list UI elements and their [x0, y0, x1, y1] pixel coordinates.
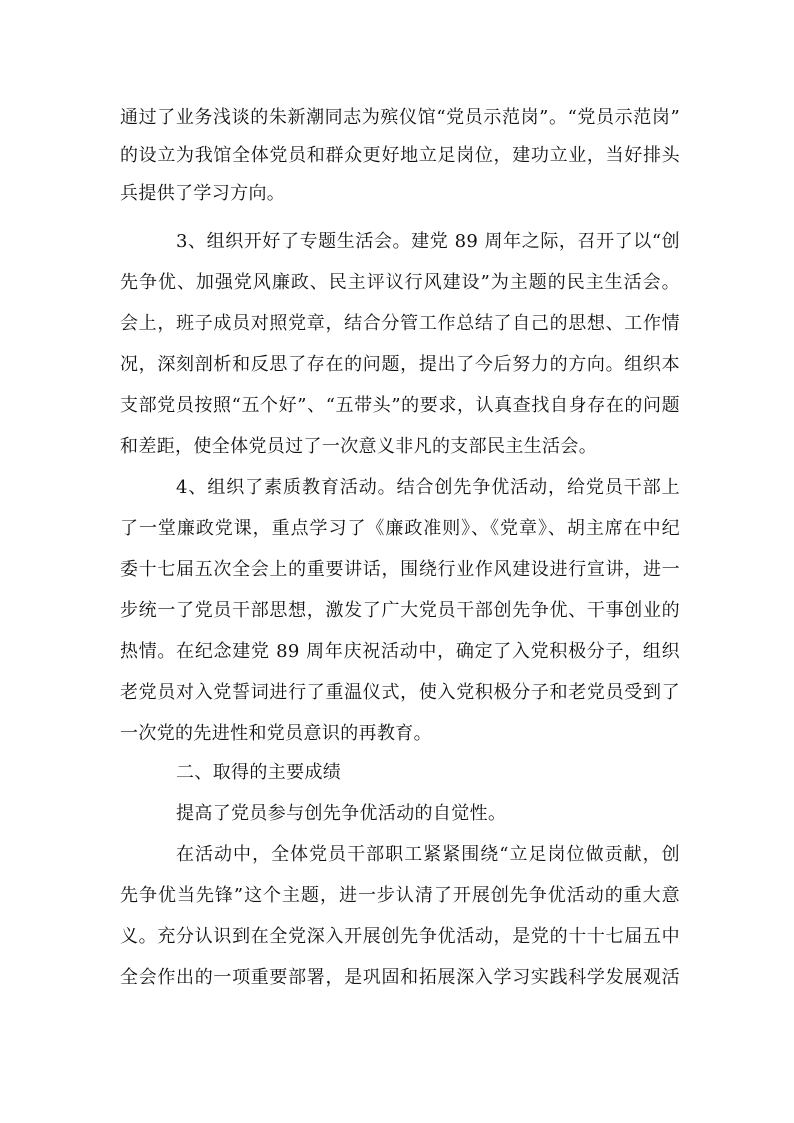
text-line: 先争优、加强党风廉政、民主评议行风建设”为主题的民主生活会。	[120, 272, 680, 293]
text-line: 和差距，使全体党员过了一次意义非凡的支部民主生活会。	[120, 436, 598, 457]
text-line: 支部党员按照“五个好”、“五带头”的要求，认真查找自身存在的问题	[120, 395, 680, 416]
text-line: 会上，班子成员对照党章，结合分管工作总结了自己的思想、工作情	[120, 313, 680, 334]
text-line: 3、组织开好了专题生活会。建党 89 周年之际，召开了以“创	[176, 231, 680, 252]
text-line: 提高了党员参与创先争优活动的自觉性。	[176, 803, 507, 824]
text-line: 先争优当先锋”这个主题，进一步认清了开展创先争优活动的重大意	[120, 885, 680, 906]
text-line: 兵提供了学习方向。	[120, 183, 286, 204]
text-line: 在活动中，全体党员干部职工紧紧围绕“立足岗位做贡献，创	[176, 844, 680, 865]
text-line: 一次党的先进性和党员意识的再教育。	[120, 723, 432, 744]
text-line: 通过了业务浅谈的朱新潮同志为殡仪馆“党员示范岗”。“党员示范岗”	[120, 107, 680, 128]
text-line: 了一堂廉政党课，重点学习了《廉政准则》、《党章》、胡主席在中纪	[120, 518, 680, 539]
text-line: 老党员对入党誓词进行了重温仪式，使入党积极分子和老党员受到了	[120, 682, 680, 703]
section-heading: 二、取得的主要成绩	[176, 762, 342, 783]
text-line: 热情。在纪念建党 89 周年庆祝活动中，确定了入党积极分子，组织	[120, 641, 680, 662]
text-line: 委十七届五次全会上的重要讲话，围绕行业作风建设进行宣讲，进一	[120, 559, 680, 580]
text-line: 的设立为我馆全体党员和群众更好地立足岗位，建功立业，当好排头	[120, 145, 680, 166]
text-line: 4、组织了素质教育活动。结合创先争优活动，给党员干部上	[176, 477, 680, 498]
text-line: 全会作出的一项重要部署，是巩固和拓展深入学习实践科学发展观活	[120, 967, 680, 988]
text-line: 况，深刻剖析和反思了存在的问题，提出了今后努力的方向。组织本	[120, 354, 680, 375]
text-line: 义。充分认识到在全党深入开展创先争优活动，是党的十十七届五中	[120, 926, 680, 947]
text-line: 步统一了党员干部思想，激发了广大党员干部创先争优、干事创业的	[120, 600, 680, 621]
